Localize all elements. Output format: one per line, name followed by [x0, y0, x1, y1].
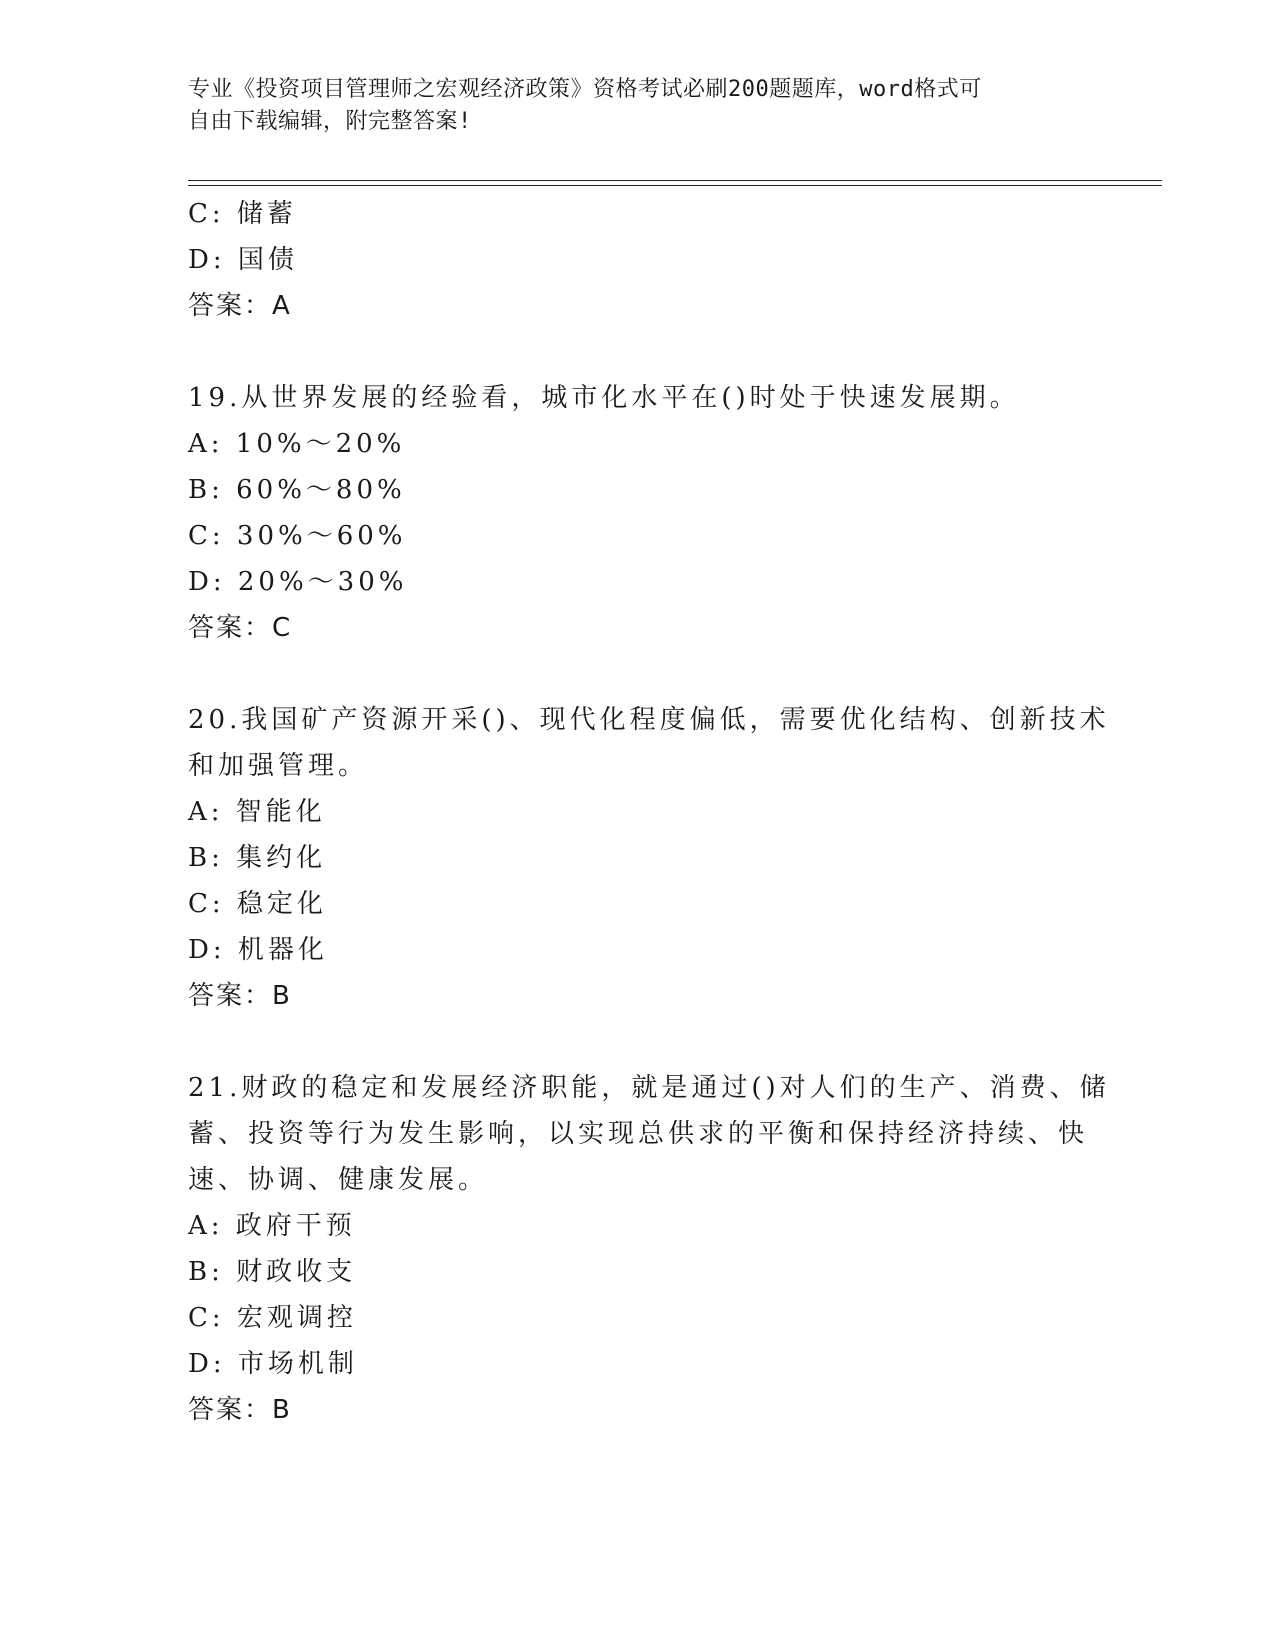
- page-header: [188, 74, 1088, 138]
- answer-line: 答案：A: [188, 291, 292, 321]
- previous-question-tail: [188, 191, 1088, 329]
- question-text-line-3: 速、协调、健康发展。: [188, 1165, 489, 1195]
- option-a: A: 10%～20%: [188, 429, 406, 459]
- option-c: C: 30%～60%: [188, 521, 407, 551]
- option-d: D: 20%～30%: [188, 567, 408, 597]
- option-c: C: 储蓄: [188, 199, 297, 229]
- question-19: [188, 375, 1088, 651]
- question-content: [188, 191, 1110, 1433]
- spacer: [188, 1019, 1088, 1065]
- header-rule-bottom: [188, 185, 1162, 186]
- question-20: [188, 697, 1110, 1019]
- option-d: D: 国债: [188, 245, 298, 275]
- header-line-2: 自由下载编辑，附完整答案!: [188, 109, 472, 134]
- option-b: B: 60%～80%: [188, 475, 406, 505]
- option-c: C: 宏观调控: [188, 1303, 357, 1333]
- header-rule-top: [188, 180, 1162, 181]
- option-a: A: 智能化: [188, 797, 326, 827]
- option-b: B: 集约化: [188, 843, 327, 873]
- option-d: D: 市场机制: [188, 1349, 358, 1379]
- question-21: [188, 1065, 1110, 1433]
- question-text-line-1: 21.财政的稳定和发展经济职能，就是通过()对人们的生产、消费、储: [188, 1073, 1110, 1103]
- question-text: 19.从世界发展的经验看，城市化水平在()时处于快速发展期。: [188, 383, 1020, 413]
- answer-line: 答案：B: [188, 1395, 292, 1425]
- option-c: C: 稳定化: [188, 889, 327, 919]
- spacer: [188, 651, 1088, 697]
- question-text-line-1: 20.我国矿产资源开采()、现代化程度偏低，需要优化结构、创新技术: [188, 705, 1110, 735]
- question-text-line-2: 和加强管理。: [188, 751, 369, 781]
- question-text-line-2: 蓄、投资等行为发生影响，以实现总供求的平衡和保持经济持续、快: [188, 1119, 1089, 1149]
- option-a: A: 政府干预: [188, 1211, 356, 1241]
- header-line-1: 专业《投资项目管理师之宏观经济政策》资格考试必刷200题题库，word格式可: [188, 77, 982, 102]
- spacer: [188, 329, 1088, 375]
- option-d: D: 机器化: [188, 935, 328, 965]
- answer-line: 答案：C: [188, 613, 293, 643]
- option-b: B: 财政收支: [188, 1257, 357, 1287]
- answer-line: 答案：B: [188, 981, 292, 1011]
